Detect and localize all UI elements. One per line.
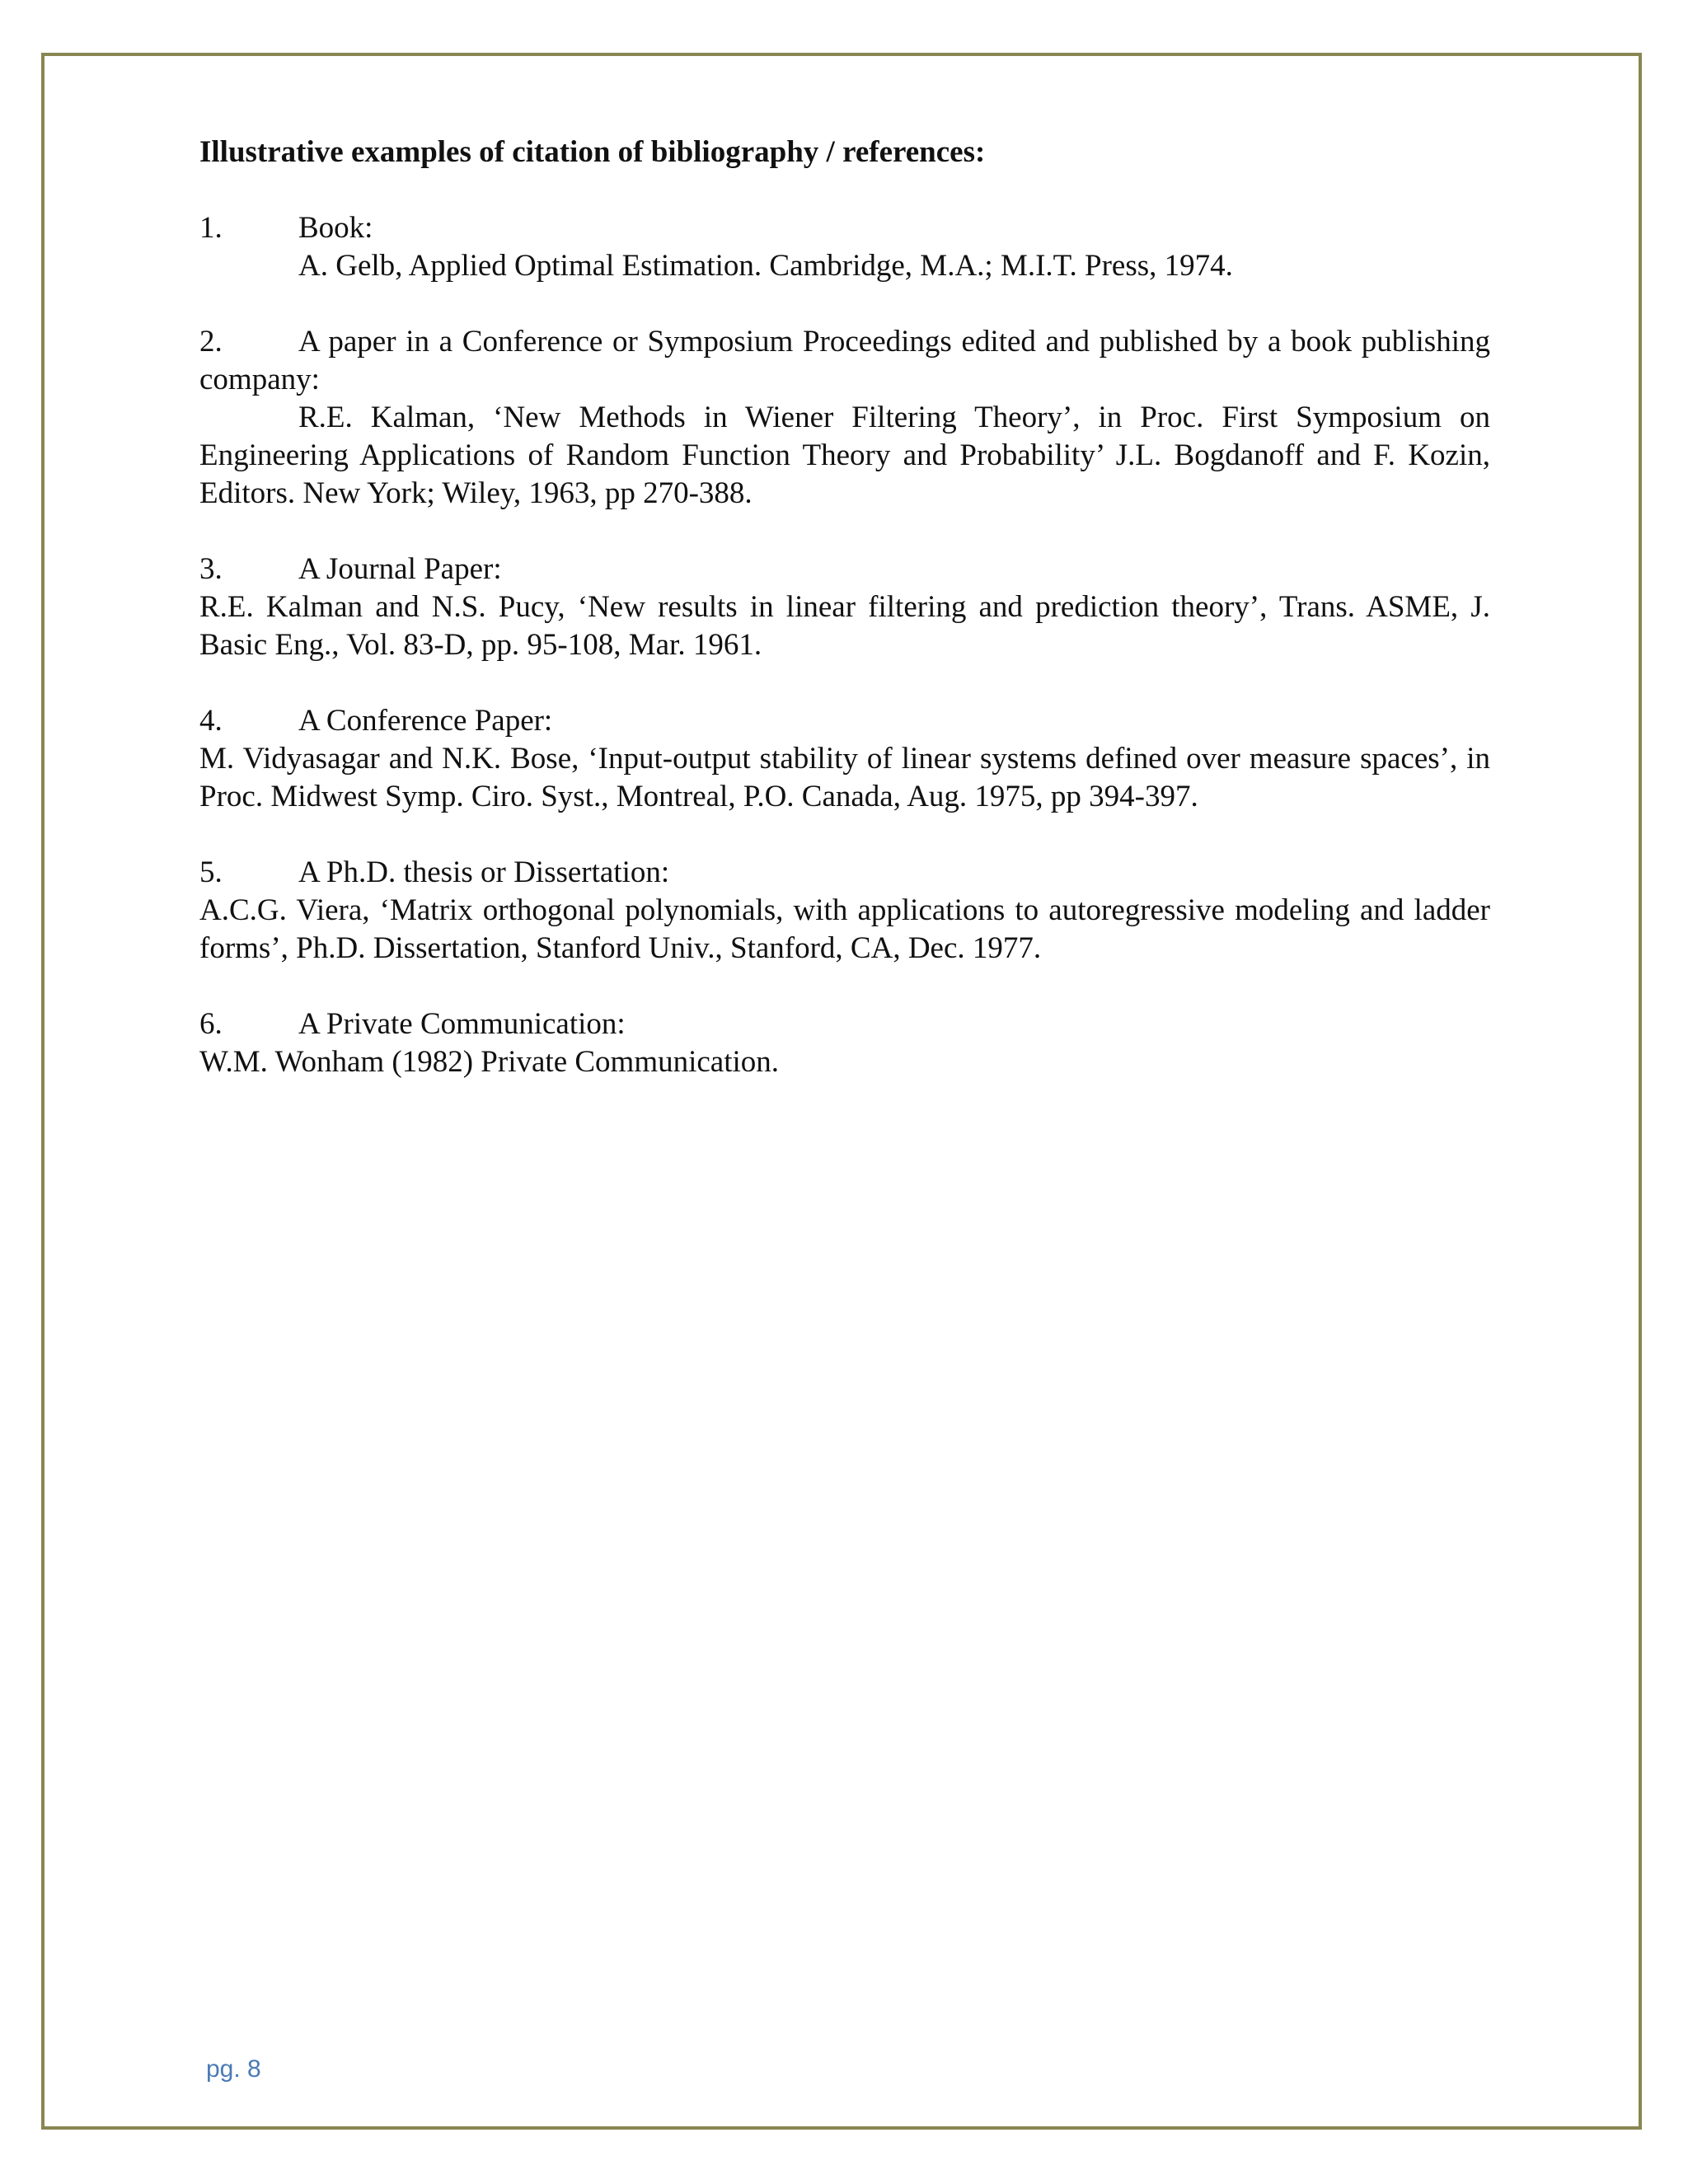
reference-item-header bbox=[199, 209, 1490, 247]
reference-citation: R.E. Kalman and N.S. Pucy, ‘New results in linear filtering and prediction theory’, Trans. ASME, J. Basic Eng., Vol. 83-D, pp. 95-108, Mar. 1961. bbox=[199, 590, 1490, 662]
reference-citation: A.C.G. Viera, ‘Matrix orthogonal polynomials, with applications to autoregressive modeling and ladder forms’, Ph.D. Dissertation, Stanford Univ., Stanford, CA, Dec. 1977. bbox=[199, 893, 1490, 965]
reference-number: 6. bbox=[199, 1007, 223, 1041]
reference-number: 2. bbox=[199, 325, 223, 359]
reference-item-private bbox=[199, 1005, 1490, 1081]
reference-item-thesis bbox=[199, 854, 1490, 968]
reference-item-header bbox=[199, 551, 1490, 588]
reference-number: 5. bbox=[199, 855, 223, 889]
reference-item-journal bbox=[199, 551, 1490, 664]
reference-citation: R.E. Kalman, ‘New Methods in Wiener Filtering Theory’, in Proc. First Symposium on Engineering Applications of Random Function Theory and Probability’ J.L. Bogdanoff and F. Kozin, Editors. New York; Wiley, 1963, pp 270-388. bbox=[199, 401, 1490, 510]
reference-type-label: A Journal Paper: bbox=[298, 552, 502, 586]
reference-type-label: Book: bbox=[298, 211, 373, 245]
page-heading: Illustrative examples of citation of bibliography / references: bbox=[199, 135, 986, 169]
reference-citation: W.M. Wonham (1982) Private Communication. bbox=[199, 1045, 780, 1079]
reference-item-header bbox=[199, 854, 1490, 892]
reference-type-label: A Conference Paper: bbox=[298, 704, 553, 738]
reference-item-conference bbox=[199, 702, 1490, 816]
reference-type-label: A Private Communication: bbox=[298, 1007, 626, 1041]
reference-item-proceedings bbox=[199, 323, 1490, 513]
reference-type-label: A paper in a Conference or Symposium Proceedings edited and published by a book publishing company: bbox=[199, 325, 1490, 396]
reference-item-header bbox=[199, 702, 1490, 740]
reference-number: 4. bbox=[199, 704, 223, 738]
reference-citation: A. Gelb, Applied Optimal Estimation. Cambridge, M.A.; M.I.T. Press, 1974. bbox=[298, 249, 1233, 283]
reference-item-header bbox=[199, 1005, 1490, 1043]
reference-item-book bbox=[199, 209, 1490, 285]
document-body bbox=[199, 134, 1490, 1119]
reference-number: 1. bbox=[199, 211, 223, 245]
reference-type-label: A Ph.D. thesis or Dissertation: bbox=[298, 855, 670, 889]
reference-citation: M. Vidyasagar and N.K. Bose, ‘Input-output stability of linear systems defined over measure spaces’, in Proc. Midwest Symp. Ciro. Syst., Montreal, P.O. Canada, Aug. 1975, pp 394-397. bbox=[199, 742, 1490, 813]
reference-item-header bbox=[199, 323, 1490, 399]
page-number: pg. 8 bbox=[206, 2055, 261, 2083]
reference-number: 3. bbox=[199, 552, 223, 586]
